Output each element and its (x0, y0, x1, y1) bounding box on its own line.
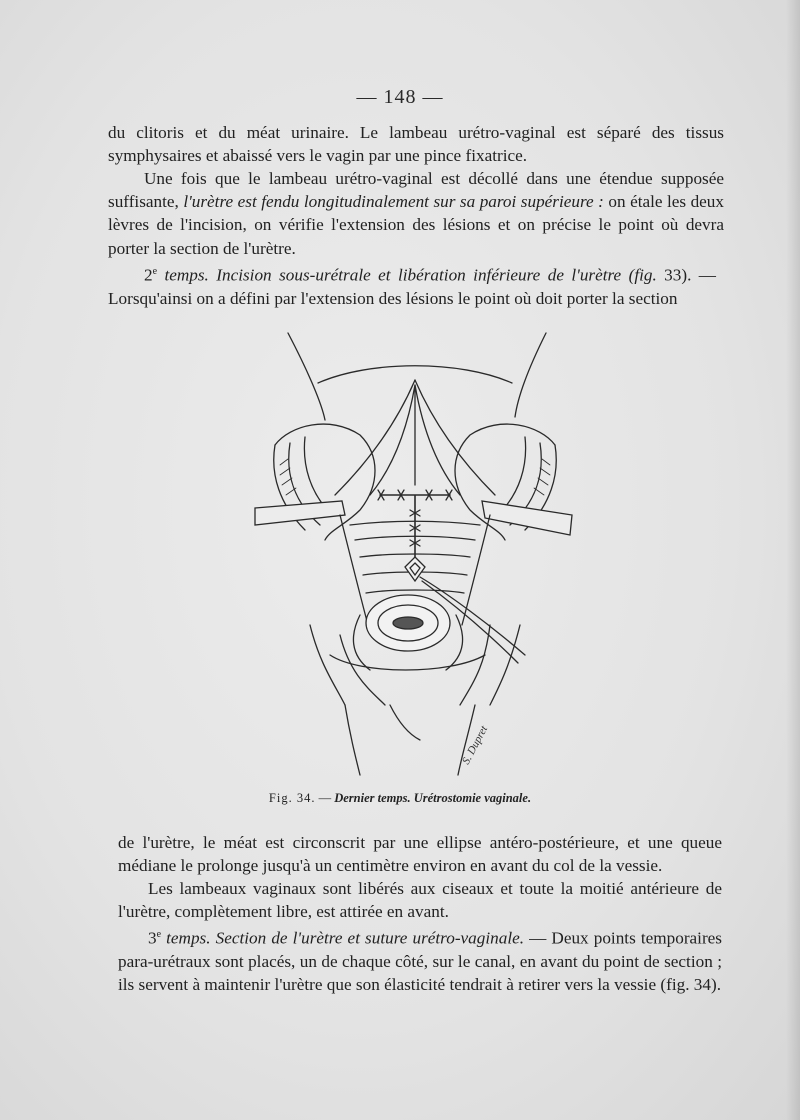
paragraph-2-text-before: Une fois que le lambeau urétro-vaginal est décollé dans une étendue supposée suffisante, (108, 169, 724, 212)
paragraph-6-sup: e (156, 929, 162, 940)
perineum-right (460, 625, 490, 705)
left-lower-thigh (345, 705, 360, 775)
paragraph-3-ref: 33). (656, 265, 692, 285)
paragraph-6-italic: temps. Section de l'urètre et suture urétro-vaginale. (161, 928, 525, 948)
right-thigh-line (515, 333, 546, 417)
illustrator-signature: S. Dupret (460, 723, 491, 767)
caption-label: Fig. 34. (268, 791, 316, 805)
suture-line (380, 495, 450, 563)
paragraph-3-sup: e (152, 266, 158, 277)
paragraph-6 (118, 923, 722, 996)
paragraph-3 (108, 260, 716, 310)
paragraph-6-text-after: — Deux points temporaires para-urétraux sont placés, un de chaque côté, sur le canal, en avant du point de section ; ils servent à maintenir l'urètre que son élasticité tendrait à retirer vers la vessie (fig. 34). (118, 928, 722, 995)
left-labium (275, 424, 375, 540)
left-thigh-line (288, 333, 325, 420)
page-spine-shadow (786, 0, 800, 1120)
page-number: — 148 — (356, 86, 444, 108)
paragraph-3-italic: temps. Incision sous-urétrale et libération inférieure de l'urètre (fig. (157, 265, 657, 285)
meatus (405, 557, 425, 581)
paragraph-4: de l'urètre, le méat est circonscrit par une ellipse antéro-postérieure, et une queue médiane le prolonge jusqu'à un centimètre environ en avant du col de la vessie. (118, 833, 722, 876)
left-retractor (255, 501, 345, 525)
paragraph-3-text-after: — Lorsqu'ainsi on a défini par l'extension des lésions le point où doit porter la section (108, 265, 716, 308)
paragraph-2 (108, 167, 724, 260)
figure-caption (0, 791, 800, 806)
vaginal-wall-left (340, 515, 368, 625)
paragraph-5: Les lambeaux vaginaux sont libérés aux ciseaux et toute la moitié antérieure de l'urètre, complètement libre, est attirée en avant. (118, 879, 722, 922)
paragraph-3-number: 2 (144, 265, 153, 285)
surgical-illustration (250, 325, 580, 780)
perineum-left (340, 635, 385, 705)
caption-sep: — (315, 791, 335, 805)
paragraph-1: du clitoris et du méat urinaire. Le lambeau urétro-vaginal est séparé des tissus symphysaires et abaissé vers le vagin par une pince fixatrice. (108, 123, 724, 166)
paragraph-2-text-after: on étale les deux lèvres de l'incision, on vérifie l'extension des lésions et on précise le point où devra porter la section de l'urètre. (108, 192, 724, 258)
paragraph-2-italic: l'urètre est fendu longitudinalement sur sa paroi supérieure : (183, 192, 604, 212)
caption-text: Dernier temps. Urétrostomie vaginale. (334, 791, 532, 805)
paragraph-6-number: 3 (148, 928, 157, 948)
cervix-os (393, 617, 423, 629)
